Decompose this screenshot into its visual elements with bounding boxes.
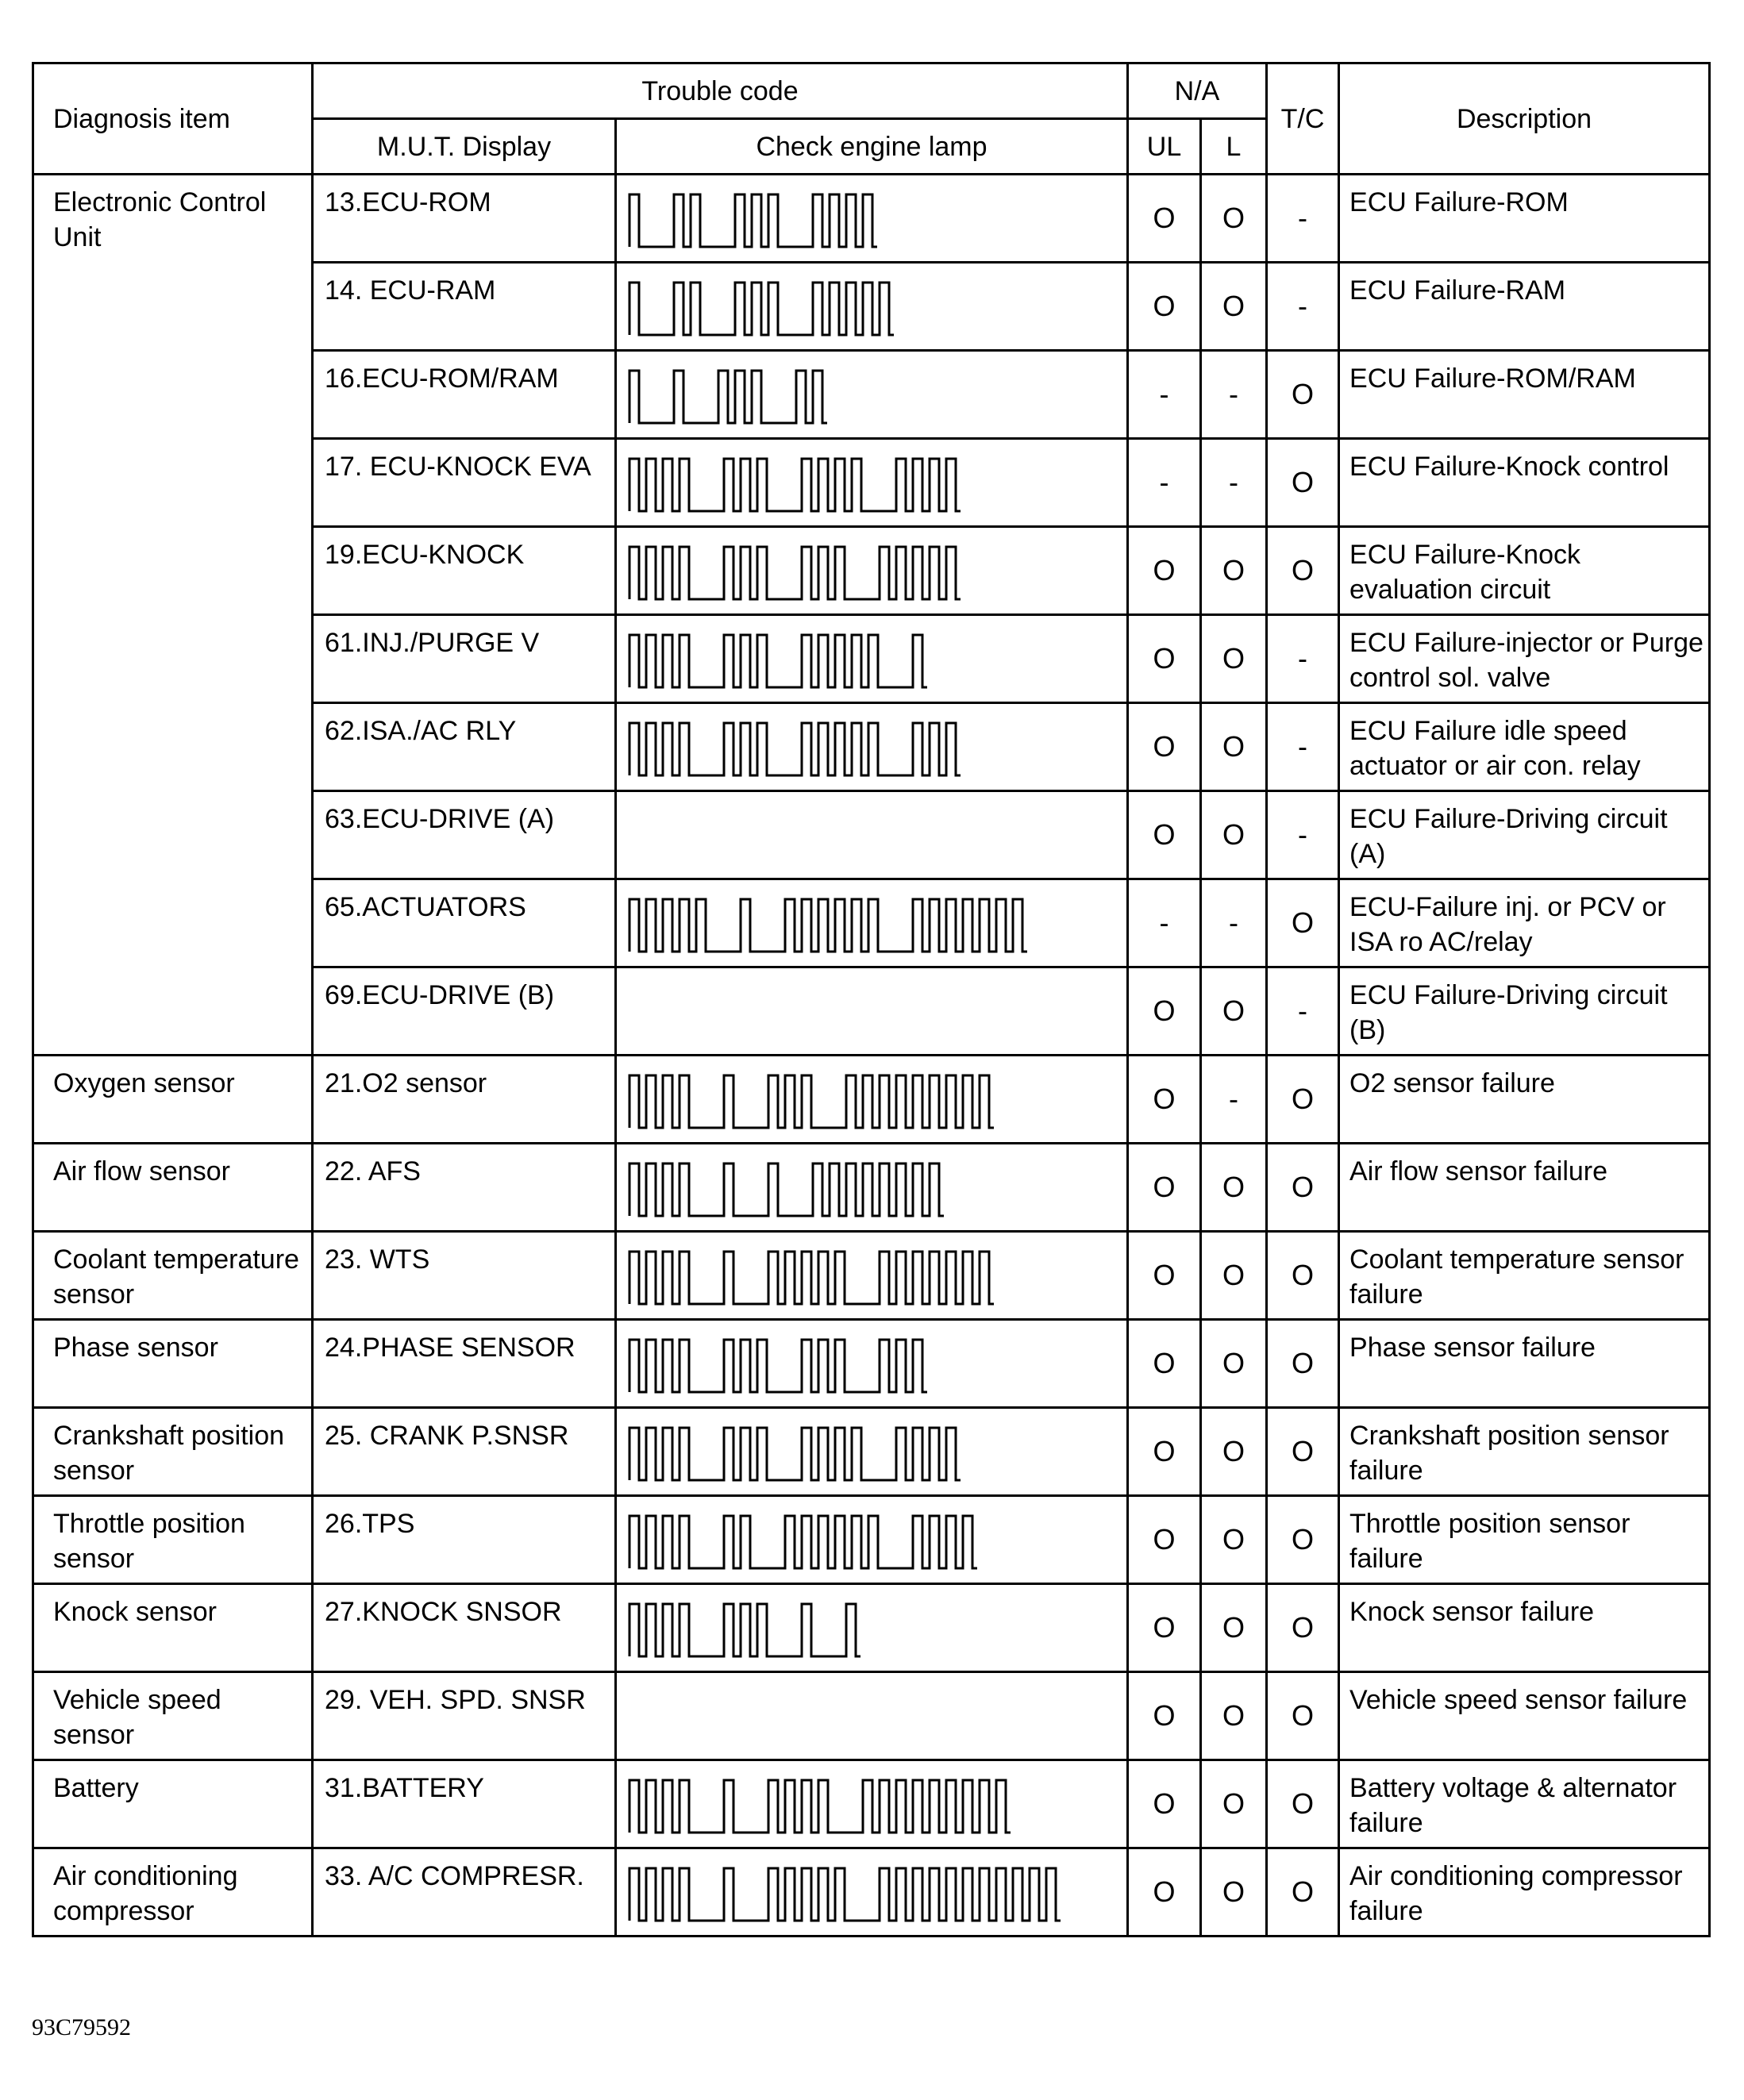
header-na: N/A	[1128, 63, 1267, 119]
header-diagnosis-item: Diagnosis item	[33, 63, 313, 175]
na-ul-mark: -	[1128, 879, 1201, 967]
tc-mark: O	[1267, 1408, 1339, 1496]
check-engine-lamp-cell	[616, 791, 1128, 879]
check-engine-lamp-cell	[616, 703, 1128, 791]
description-text: Throttle position sensor failure	[1339, 1496, 1710, 1584]
description-text: ECU Failure-RAM	[1339, 263, 1710, 351]
check-engine-lamp-waveform	[617, 1321, 1126, 1406]
check-engine-lamp-waveform	[617, 1144, 1126, 1230]
tc-mark: -	[1267, 703, 1339, 791]
check-engine-lamp-cell	[616, 439, 1128, 527]
check-engine-lamp-waveform	[617, 968, 1126, 1054]
lamp-pulse-train	[629, 1780, 1011, 1833]
lamp-pulse-train	[629, 723, 961, 775]
table-row	[33, 1408, 1710, 1496]
description-text: ECU Failure-ROM	[1339, 175, 1710, 263]
check-engine-lamp-waveform	[617, 704, 1126, 790]
table-row	[33, 1144, 1710, 1232]
check-engine-lamp-waveform	[617, 616, 1126, 702]
na-ul-mark: O	[1128, 1056, 1201, 1144]
lamp-pulse-train	[629, 1340, 927, 1392]
lamp-pulse-train	[629, 1868, 1061, 1921]
tc-mark: -	[1267, 791, 1339, 879]
check-engine-lamp-waveform	[617, 528, 1126, 613]
na-ul-mark: -	[1128, 439, 1201, 527]
tc-mark: -	[1267, 967, 1339, 1056]
na-l-mark: O	[1201, 263, 1267, 351]
description-text: Coolant temperature sensor failure	[1339, 1232, 1710, 1320]
lamp-pulse-train	[629, 283, 894, 335]
check-engine-lamp-cell	[616, 1760, 1128, 1848]
tc-mark: O	[1267, 1760, 1339, 1848]
description-text: Vehicle speed sensor failure	[1339, 1672, 1710, 1760]
lamp-pulse-train	[629, 899, 1027, 952]
na-l-mark: O	[1201, 703, 1267, 791]
check-engine-lamp-cell	[616, 527, 1128, 615]
na-ul-mark: O	[1128, 1320, 1201, 1408]
header-l: L	[1201, 119, 1267, 175]
na-l-mark: O	[1201, 1584, 1267, 1672]
tc-mark: O	[1267, 1672, 1339, 1760]
table-row	[33, 1232, 1710, 1320]
check-engine-lamp-cell	[616, 263, 1128, 351]
lamp-pulse-train	[629, 1428, 961, 1480]
na-l-mark: O	[1201, 791, 1267, 879]
check-engine-lamp-waveform	[617, 792, 1126, 878]
tc-mark: -	[1267, 263, 1339, 351]
tc-mark: O	[1267, 351, 1339, 439]
na-l-mark: O	[1201, 1496, 1267, 1584]
na-ul-mark: -	[1128, 351, 1201, 439]
table-row	[33, 1672, 1710, 1760]
mut-display-code: 69.ECU-DRIVE (B)	[313, 967, 616, 1056]
na-ul-mark: O	[1128, 1496, 1201, 1584]
na-ul-mark: O	[1128, 1848, 1201, 1937]
tc-mark: O	[1267, 879, 1339, 967]
tc-mark: O	[1267, 1496, 1339, 1584]
mut-display-code: 17. ECU-KNOCK EVA	[313, 439, 616, 527]
na-l-mark: -	[1201, 439, 1267, 527]
na-ul-mark: O	[1128, 791, 1201, 879]
check-engine-lamp-cell	[616, 1320, 1128, 1408]
check-engine-lamp-cell	[616, 967, 1128, 1056]
na-l-mark: O	[1201, 1408, 1267, 1496]
mut-display-code: 21.O2 sensor	[313, 1056, 616, 1144]
lamp-pulse-train	[629, 635, 927, 687]
table-row	[33, 175, 1710, 263]
header-description: Description	[1339, 63, 1710, 175]
check-engine-lamp-cell	[616, 1408, 1128, 1496]
na-l-mark: -	[1201, 879, 1267, 967]
lamp-pulse-train	[629, 194, 877, 247]
tc-mark: -	[1267, 175, 1339, 263]
na-l-mark: O	[1201, 967, 1267, 1056]
na-ul-mark: O	[1128, 527, 1201, 615]
description-text: ECU Failure-Knock evaluation circuit	[1339, 527, 1710, 615]
na-l-mark: O	[1201, 1144, 1267, 1232]
header-ul: UL	[1128, 119, 1201, 175]
mut-display-code: 22. AFS	[313, 1144, 616, 1232]
description-text: Battery voltage & alternator failure	[1339, 1760, 1710, 1848]
na-l-mark: O	[1201, 1848, 1267, 1937]
check-engine-lamp-waveform	[617, 175, 1126, 261]
check-engine-lamp-waveform	[617, 1849, 1126, 1935]
check-engine-lamp-waveform	[617, 1585, 1126, 1671]
na-ul-mark: O	[1128, 1760, 1201, 1848]
mut-display-code: 23. WTS	[313, 1232, 616, 1320]
na-l-mark: O	[1201, 1672, 1267, 1760]
diagnosis-item: Vehicle speed sensor	[33, 1672, 313, 1760]
tc-mark: O	[1267, 1320, 1339, 1408]
table-row	[33, 1584, 1710, 1672]
description-text: Knock sensor failure	[1339, 1584, 1710, 1672]
check-engine-lamp-cell	[616, 1496, 1128, 1584]
diagnosis-item: Crankshaft position sensor	[33, 1408, 313, 1496]
check-engine-lamp-cell	[616, 351, 1128, 439]
tc-mark: O	[1267, 1144, 1339, 1232]
lamp-pulse-train	[629, 1604, 860, 1656]
mut-display-code: 29. VEH. SPD. SNSR	[313, 1672, 616, 1760]
header-trouble-code: Trouble code	[313, 63, 1128, 119]
table-row	[33, 1320, 1710, 1408]
diagnosis-item: Phase sensor	[33, 1320, 313, 1408]
mut-display-code: 13.ECU-ROM	[313, 175, 616, 263]
na-ul-mark: O	[1128, 967, 1201, 1056]
table-row	[33, 1760, 1710, 1848]
lamp-pulse-train	[629, 1252, 994, 1304]
check-engine-lamp-cell	[616, 1056, 1128, 1144]
na-l-mark: O	[1201, 1232, 1267, 1320]
na-l-mark: O	[1201, 1320, 1267, 1408]
diagnosis-item: Oxygen sensor	[33, 1056, 313, 1144]
mut-display-code: 63.ECU-DRIVE (A)	[313, 791, 616, 879]
description-text: Air conditioning compressor failure	[1339, 1848, 1710, 1937]
check-engine-lamp-cell	[616, 879, 1128, 967]
tc-mark: O	[1267, 1848, 1339, 1937]
tc-mark: -	[1267, 615, 1339, 703]
description-text: Phase sensor failure	[1339, 1320, 1710, 1408]
mut-display-code: 14. ECU-RAM	[313, 263, 616, 351]
check-engine-lamp-waveform	[617, 1497, 1126, 1583]
figure-id: 93C79592	[32, 2014, 132, 2040]
description-text: Air flow sensor failure	[1339, 1144, 1710, 1232]
lamp-pulse-train	[629, 1516, 977, 1568]
na-l-mark: O	[1201, 1760, 1267, 1848]
mut-display-code: 25. CRANK P.SNSR	[313, 1408, 616, 1496]
description-text: ECU Failure-Driving circuit (A)	[1339, 791, 1710, 879]
na-l-mark: -	[1201, 351, 1267, 439]
tc-mark: O	[1267, 1056, 1339, 1144]
mut-display-code: 27.KNOCK SNSOR	[313, 1584, 616, 1672]
check-engine-lamp-cell	[616, 1848, 1128, 1937]
mut-display-code: 19.ECU-KNOCK	[313, 527, 616, 615]
na-l-mark: O	[1201, 615, 1267, 703]
na-ul-mark: O	[1128, 1408, 1201, 1496]
mut-display-code: 62.ISA./AC RLY	[313, 703, 616, 791]
lamp-pulse-train	[629, 547, 961, 599]
diagnosis-item: Battery	[33, 1760, 313, 1848]
mut-display-code: 24.PHASE SENSOR	[313, 1320, 616, 1408]
na-ul-mark: O	[1128, 1672, 1201, 1760]
diagnosis-item: Coolant temperature sensor	[33, 1232, 313, 1320]
header-check-engine-lamp: Check engine lamp	[616, 119, 1128, 175]
diagnosis-item: Air conditioning compressor	[33, 1848, 313, 1937]
mut-display-code: 16.ECU-ROM/RAM	[313, 351, 616, 439]
check-engine-lamp-cell	[616, 1232, 1128, 1320]
mut-display-code: 31.BATTERY	[313, 1760, 616, 1848]
mut-display-code: 61.INJ./PURGE V	[313, 615, 616, 703]
diagnosis-item: Air flow sensor	[33, 1144, 313, 1232]
table-row	[33, 1848, 1710, 1937]
description-text: O2 sensor failure	[1339, 1056, 1710, 1144]
check-engine-lamp-cell	[616, 1584, 1128, 1672]
description-text: ECU-Failure inj. or PCV or ISA ro AC/relay	[1339, 879, 1710, 967]
description-text: ECU Failure-Driving circuit (B)	[1339, 967, 1710, 1056]
na-l-mark: O	[1201, 527, 1267, 615]
diagnosis-item: Throttle position sensor	[33, 1496, 313, 1584]
na-ul-mark: O	[1128, 1144, 1201, 1232]
check-engine-lamp-cell	[616, 1144, 1128, 1232]
diagnosis-table-document	[32, 62, 1708, 2008]
check-engine-lamp-waveform	[617, 1673, 1126, 1759]
tc-mark: O	[1267, 439, 1339, 527]
description-text: ECU Failure-Knock control	[1339, 439, 1710, 527]
na-ul-mark: O	[1128, 703, 1201, 791]
header-tc: T/C	[1267, 63, 1339, 175]
table-row	[33, 1496, 1710, 1584]
description-text: Crankshaft position sensor failure	[1339, 1408, 1710, 1496]
na-ul-mark: O	[1128, 615, 1201, 703]
na-l-mark: O	[1201, 175, 1267, 263]
table-row	[33, 1056, 1710, 1144]
tc-mark: O	[1267, 1584, 1339, 1672]
diagnosis-item: Knock sensor	[33, 1584, 313, 1672]
check-engine-lamp-waveform	[617, 1056, 1126, 1142]
lamp-pulse-train	[629, 1163, 944, 1216]
description-text: ECU Failure-injector or Purge control sol. valve	[1339, 615, 1710, 703]
na-ul-mark: O	[1128, 1232, 1201, 1320]
na-ul-mark: O	[1128, 263, 1201, 351]
description-text: ECU Failure idle speed actuator or air con. relay	[1339, 703, 1710, 791]
mut-display-code: 26.TPS	[313, 1496, 616, 1584]
check-engine-lamp-cell	[616, 1672, 1128, 1760]
mut-display-code: 65.ACTUATORS	[313, 879, 616, 967]
na-ul-mark: O	[1128, 175, 1201, 263]
header-mut-display: M.U.T. Display	[313, 119, 616, 175]
tc-mark: O	[1267, 1232, 1339, 1320]
check-engine-lamp-waveform	[617, 880, 1126, 966]
trouble-code-table	[32, 62, 1711, 1937]
check-engine-lamp-waveform	[617, 1409, 1126, 1494]
check-engine-lamp-waveform	[617, 440, 1126, 525]
table-body	[33, 175, 1710, 1937]
check-engine-lamp-waveform	[617, 352, 1126, 437]
description-text: ECU Failure-ROM/RAM	[1339, 351, 1710, 439]
tc-mark: O	[1267, 527, 1339, 615]
lamp-pulse-train	[629, 1075, 994, 1128]
check-engine-lamp-waveform	[617, 1761, 1126, 1847]
na-ul-mark: O	[1128, 1584, 1201, 1672]
check-engine-lamp-waveform	[617, 1233, 1126, 1318]
na-l-mark: -	[1201, 1056, 1267, 1144]
lamp-pulse-train	[629, 459, 961, 511]
check-engine-lamp-cell	[616, 615, 1128, 703]
check-engine-lamp-waveform	[617, 263, 1126, 349]
diagnosis-item: Electronic Control Unit	[33, 175, 313, 1056]
check-engine-lamp-cell	[616, 175, 1128, 263]
lamp-pulse-train	[629, 371, 827, 423]
mut-display-code: 33. A/C COMPRESR.	[313, 1848, 616, 1937]
